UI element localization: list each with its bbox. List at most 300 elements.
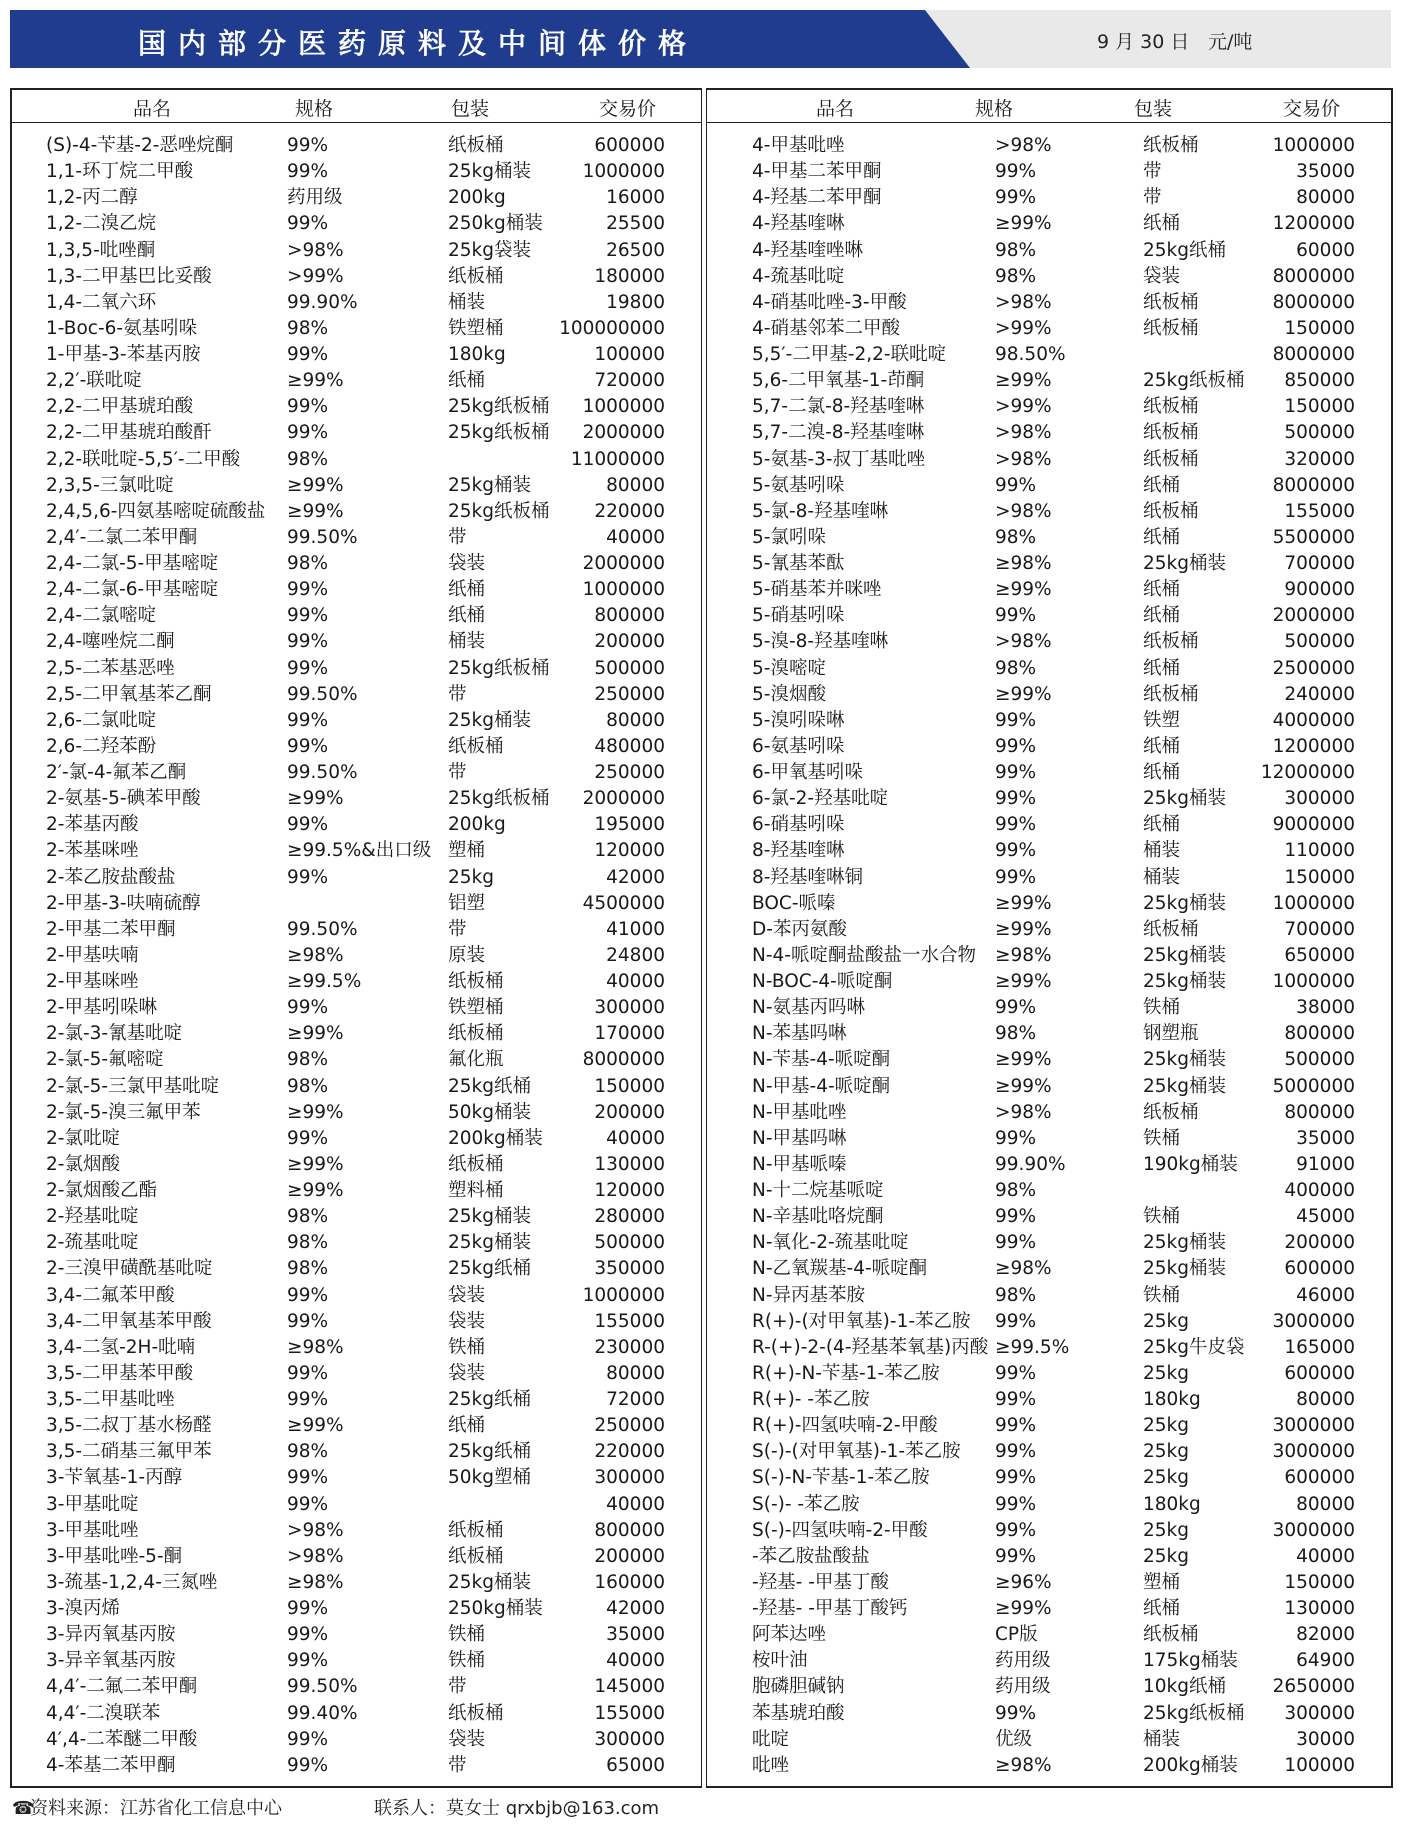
price-row: [752, 1518, 1362, 1544]
product-name: 4-羟基二苯甲酮: [752, 187, 882, 209]
product-spec: 99%: [995, 1415, 1037, 1437]
price-row: [10, 760, 700, 786]
product-package: 纸板桶: [1143, 918, 1199, 940]
product-package: 纸板桶: [1143, 448, 1199, 470]
product-spec: 优级: [995, 1728, 1033, 1750]
right-header-price: 交易价: [1283, 98, 1341, 120]
product-price: 40000: [606, 1493, 665, 1515]
product-name: 4,4′-二氟二苯甲酮: [46, 1676, 198, 1698]
price-row: [10, 812, 700, 838]
product-price: 9000000: [1272, 814, 1355, 836]
product-name: 8-羟基喹啉: [752, 840, 845, 862]
product-price: 30000: [1296, 1728, 1355, 1750]
product-name: 5-溴嘧啶: [752, 657, 826, 679]
product-package: 25kg牛皮袋: [1143, 1336, 1245, 1358]
header-rule-right: [707, 122, 1393, 123]
product-spec: 99%: [995, 1127, 1037, 1149]
product-spec: ≥96%: [995, 1571, 1052, 1593]
product-spec: 98%: [995, 1180, 1037, 1201]
product-price: 300000: [1284, 1702, 1355, 1724]
product-package: 纸板桶: [1143, 631, 1199, 653]
price-row: [752, 812, 1362, 838]
product-name: 3,5-二甲基苯甲酸: [46, 1362, 194, 1384]
product-package: 200kg: [448, 814, 506, 836]
product-spec: 99%: [995, 161, 1037, 183]
product-price: 82000: [1296, 1624, 1355, 1646]
product-name: 5-硝基吲哚: [752, 605, 845, 627]
product-spec: 99%: [287, 997, 329, 1019]
price-row: [10, 159, 700, 185]
product-price: 650000: [1284, 944, 1355, 966]
product-package: 带: [448, 683, 467, 705]
price-row: [10, 1021, 700, 1047]
price-row: [10, 1648, 700, 1674]
product-price: 250000: [594, 1415, 665, 1437]
price-row: [752, 447, 1362, 473]
right-price-list: [752, 133, 1362, 1779]
product-spec: ≥99%: [995, 370, 1052, 392]
product-name: S(-)- -苯乙胺: [752, 1493, 860, 1515]
price-row: [10, 603, 700, 629]
price-row: [10, 368, 700, 394]
product-spec: 99%: [287, 1389, 329, 1410]
product-spec: 99.50%: [287, 762, 358, 783]
product-package: 25kg纸桶: [448, 1441, 531, 1463]
product-price: 850000: [1284, 370, 1355, 392]
product-spec: 99%: [287, 213, 329, 235]
price-row: [752, 656, 1362, 682]
price-row: [10, 1544, 700, 1570]
product-price: 26500: [606, 239, 665, 261]
product-package: 纸桶: [1143, 735, 1181, 757]
product-price: 180000: [594, 265, 665, 287]
product-price: 38000: [1296, 997, 1355, 1019]
product-spec: >98%: [995, 291, 1052, 313]
product-package: 25kg: [1143, 1310, 1189, 1332]
price-row: [752, 1727, 1362, 1753]
header-banner: [10, 10, 1391, 68]
product-package: 180kg: [1143, 1389, 1201, 1410]
product-name: 2-甲基咪唑: [46, 971, 139, 992]
phone-icon: ☎: [12, 1798, 35, 1819]
product-package: 带: [1143, 187, 1162, 209]
product-spec: 99%: [287, 1598, 329, 1619]
product-package: 175kg桶装: [1143, 1650, 1238, 1672]
product-spec: 99%: [995, 1441, 1037, 1463]
product-spec: ≥98%: [995, 1754, 1052, 1776]
product-spec: CP版: [995, 1624, 1038, 1646]
product-price: 500000: [594, 1232, 665, 1254]
price-row: [10, 656, 700, 682]
product-package: 25kg纸桶: [1143, 239, 1226, 261]
product-name: 6-甲氧基吲哚: [752, 762, 863, 783]
product-spec: 99%: [287, 579, 329, 601]
product-package: 50kg塑桶: [448, 1467, 531, 1489]
product-name: 4-羟基喹唑啉: [752, 239, 863, 261]
product-spec: ≥99%: [995, 1049, 1052, 1071]
price-row: [10, 1727, 700, 1753]
product-name: 3-异辛氧基丙胺: [46, 1650, 176, 1672]
product-price: 230000: [594, 1336, 665, 1358]
product-name: 4-硝基邻苯二甲酸: [752, 317, 900, 339]
product-price: 16000: [606, 187, 665, 209]
price-row: [10, 891, 700, 917]
product-name: 吡啶: [752, 1728, 790, 1750]
price-row: [10, 577, 700, 603]
price-row: [752, 891, 1362, 917]
product-name: 3,5-二叔丁基水杨醛: [46, 1415, 212, 1437]
product-package: 纸板桶: [1143, 135, 1199, 156]
contact-text: 联系人：莫女士 qrxbjb@163.com: [374, 1798, 660, 1819]
product-price: 80000: [1296, 187, 1355, 209]
product-price: 150000: [1284, 396, 1355, 418]
product-spec: 99.90%: [287, 291, 358, 313]
product-package: 25kg纸板桶: [1143, 1702, 1245, 1724]
product-price: 720000: [594, 370, 665, 392]
price-row: [752, 159, 1362, 185]
product-spec: >98%: [995, 500, 1052, 522]
product-name: 2-三溴甲磺酰基吡啶: [46, 1258, 213, 1280]
product-package: 25kg: [1143, 1415, 1189, 1437]
price-row: [10, 865, 700, 891]
price-row: [752, 1021, 1362, 1047]
product-name: 1,1-环丁烷二甲酸: [46, 161, 194, 183]
price-row: [10, 551, 700, 577]
product-name: 2-甲基-3-呋喃硫醇: [46, 892, 201, 914]
product-price: 500000: [1284, 631, 1355, 653]
product-spec: 99%: [995, 997, 1037, 1019]
price-row: [752, 1309, 1362, 1335]
product-spec: 98%: [287, 448, 329, 470]
product-price: 1200000: [1272, 213, 1355, 235]
product-name: N-BOC-4-哌啶酮: [752, 971, 893, 992]
product-package: 25kg桶装: [448, 161, 531, 183]
product-price: 500000: [1284, 422, 1355, 444]
product-spec: 99%: [287, 396, 329, 418]
price-row: [10, 211, 700, 237]
product-price: 250000: [594, 683, 665, 705]
product-spec: 药用级: [995, 1676, 1051, 1698]
product-price: 72000: [606, 1389, 665, 1410]
product-name: S(-)-(对甲氧基)-1-苯乙胺: [752, 1441, 961, 1463]
product-package: 桶装: [1143, 1728, 1181, 1750]
product-name: 4-苯基二苯甲酮: [46, 1754, 176, 1776]
product-spec: 98%: [287, 1206, 329, 1228]
product-name: 3-溴丙烯: [46, 1598, 120, 1619]
product-package: 桶装: [448, 291, 486, 313]
product-package: 25kg: [1143, 1441, 1189, 1463]
price-row: [10, 1361, 700, 1387]
price-row: [752, 1439, 1362, 1465]
price-row: [10, 1518, 700, 1544]
product-package: 铁桶: [1143, 1206, 1181, 1228]
product-spec: 99%: [287, 657, 329, 679]
product-price: 12000000: [1260, 762, 1355, 783]
product-name: 2,3,5-三氯吡啶: [46, 474, 174, 496]
product-name: 6-硝基吲哚: [752, 814, 845, 836]
product-package: 25kg纸板桶: [448, 500, 550, 522]
product-price: 45000: [1296, 1206, 1355, 1228]
price-row: [752, 368, 1362, 394]
product-price: 350000: [594, 1258, 665, 1280]
product-spec: ≥99%: [995, 683, 1052, 705]
product-package: 铝塑: [448, 892, 486, 914]
product-spec: 98.50%: [995, 344, 1066, 365]
product-spec: ≥98%: [995, 1258, 1052, 1280]
product-name: 5-溴-8-羟基喹啉: [752, 631, 889, 653]
product-package: 25kg桶装: [448, 1206, 531, 1228]
product-name: N-异丙基苯胺: [752, 1284, 866, 1306]
price-row: [10, 1283, 700, 1309]
price-row: [10, 264, 700, 290]
price-row: [752, 1256, 1362, 1282]
product-name: 8-羟基喹啉铜: [752, 866, 863, 888]
product-spec: ≥99.5%: [995, 1336, 1070, 1358]
product-price: 200000: [1284, 1232, 1355, 1254]
product-package: 纸桶: [1143, 605, 1181, 627]
page-title: 国内部分医药原料及中间体价格: [138, 27, 699, 60]
product-price: 100000: [1284, 1754, 1355, 1776]
price-row: [752, 525, 1362, 551]
product-price: 5000000: [1272, 1075, 1355, 1097]
product-price: 2000000: [582, 422, 665, 444]
product-spec: ≥98%: [287, 1336, 344, 1358]
price-row: [752, 342, 1362, 368]
product-spec: ≥99%: [287, 370, 344, 392]
product-price: 300000: [1284, 788, 1355, 810]
product-price: 42000: [606, 1598, 665, 1619]
product-name: 2,5-二苯基恶唑: [46, 657, 175, 679]
product-price: 400000: [1284, 1180, 1355, 1201]
source-line: [12, 1794, 282, 1820]
product-spec: 99%: [287, 1728, 329, 1750]
product-package: 袋装: [448, 1728, 486, 1750]
product-spec: ≥98%: [995, 553, 1052, 574]
product-name: 2-甲基吲哚啉: [46, 997, 157, 1019]
right-header-spec: 规格: [975, 98, 1014, 120]
price-row: [10, 525, 700, 551]
product-price: 8000000: [1272, 265, 1355, 287]
product-spec: ≥99%: [287, 1023, 344, 1045]
product-name: 3,5-二甲基吡唑: [46, 1389, 175, 1410]
product-price: 35000: [1296, 161, 1355, 183]
product-package: 25kg桶装: [1143, 1075, 1226, 1097]
product-package: 纸桶: [448, 579, 486, 601]
product-price: 800000: [594, 1519, 665, 1541]
product-price: 60000: [1296, 239, 1355, 261]
product-spec: 99.40%: [287, 1702, 358, 1724]
product-name: 6-氨基吲哚: [752, 735, 845, 757]
price-row: [10, 1256, 700, 1282]
price-row: [752, 943, 1362, 969]
product-package: 纸桶: [1143, 213, 1181, 235]
product-price: 160000: [594, 1571, 665, 1593]
product-package: 纸板桶: [448, 135, 504, 156]
price-row: [752, 917, 1362, 943]
product-spec: >98%: [287, 239, 344, 261]
price-row: [10, 1335, 700, 1361]
product-name: 2,2-二甲基琥珀酸: [46, 396, 194, 418]
price-row: [10, 1753, 700, 1779]
product-package: 25kg桶装: [1143, 788, 1226, 810]
product-name: 4-甲基二苯甲酮: [752, 161, 882, 183]
price-row: [752, 290, 1362, 316]
product-name: 3,4-二甲氧基苯甲酸: [46, 1310, 212, 1332]
product-package: 纸板桶: [1143, 396, 1199, 418]
product-name: 吡唑: [752, 1754, 790, 1776]
product-spec: 99%: [995, 187, 1037, 209]
product-package: 纸桶: [1143, 814, 1181, 836]
product-price: 150000: [1284, 317, 1355, 339]
product-name: 3-苄氧基-1-丙醇: [46, 1467, 183, 1489]
price-row: [752, 995, 1362, 1021]
product-package: 铁桶: [1143, 997, 1181, 1019]
product-price: 64900: [1296, 1650, 1355, 1672]
product-package: 25kg: [1143, 1545, 1189, 1567]
product-price: 800000: [1284, 1101, 1355, 1123]
product-spec: 98%: [287, 1049, 329, 1071]
price-row: [752, 838, 1362, 864]
product-price: 3000000: [1272, 1310, 1355, 1332]
product-spec: ≥99%: [287, 1101, 344, 1123]
price-row: [752, 577, 1362, 603]
price-row: [752, 1596, 1362, 1622]
price-row: [10, 1074, 700, 1100]
product-package: 180kg: [448, 344, 506, 365]
product-spec: 98%: [995, 1023, 1037, 1045]
product-price: 700000: [1284, 553, 1355, 574]
product-name: N-乙氧羰基-4-哌啶酮: [752, 1258, 928, 1280]
product-price: 91000: [1296, 1153, 1355, 1175]
product-name: 2-氯吡啶: [46, 1127, 120, 1149]
product-name: R(+)- -苯乙胺: [752, 1389, 870, 1410]
product-spec: 99.50%: [287, 526, 358, 548]
product-package: 塑桶: [448, 840, 486, 862]
price-row: [10, 969, 700, 995]
price-row: [10, 1230, 700, 1256]
price-row: [752, 1387, 1362, 1413]
right-header-name: 品名: [816, 98, 855, 120]
product-price: 80000: [606, 474, 665, 496]
product-package: 塑料桶: [448, 1180, 504, 1201]
product-price: 4500000: [582, 892, 665, 914]
product-price: 130000: [1284, 1598, 1355, 1619]
price-row: [752, 1544, 1362, 1570]
product-name: 5-溴吲哚啉: [752, 709, 845, 731]
price-row: [10, 447, 700, 473]
product-name: 2,4-噻唑烷二酮: [46, 631, 175, 653]
product-spec: 99%: [995, 814, 1037, 836]
price-row: [10, 1596, 700, 1622]
price-row: [10, 917, 700, 943]
product-name: 2,2-二甲基琥珀酸酐: [46, 422, 212, 444]
product-package: 铁桶: [1143, 1127, 1181, 1149]
product-package: 25kg桶装: [448, 709, 531, 731]
product-package: 铁桶: [448, 1650, 486, 1672]
price-row: [752, 1152, 1362, 1178]
product-package: 25kg桶装: [1143, 1258, 1226, 1280]
product-package: 250kg桶装: [448, 1598, 543, 1619]
price-row: [752, 969, 1362, 995]
product-name: 5-氯-8-羟基喹啉: [752, 500, 889, 522]
product-price: 11000000: [570, 448, 665, 470]
product-price: 220000: [594, 500, 665, 522]
price-row: [752, 682, 1362, 708]
product-price: 200000: [594, 1545, 665, 1567]
price-row: [10, 473, 700, 499]
product-package: 纸板桶: [448, 1702, 504, 1724]
product-name: 2,4-二氯-6-甲基嘧啶: [46, 579, 219, 601]
product-name: N-苯基吗啉: [752, 1023, 847, 1045]
product-name: 3-甲基吡唑: [46, 1519, 139, 1541]
product-price: 500000: [594, 657, 665, 679]
price-row: [752, 708, 1362, 734]
product-name: 5,7-二溴-8-羟基喹啉: [752, 422, 925, 444]
price-row: [10, 1309, 700, 1335]
price-row: [10, 1126, 700, 1152]
product-price: 120000: [594, 1180, 665, 1201]
product-spec: 99%: [995, 1519, 1037, 1541]
product-package: 180kg: [1143, 1493, 1201, 1515]
product-price: 300000: [594, 1467, 665, 1489]
product-price: 155000: [594, 1310, 665, 1332]
left-header-spec: 规格: [295, 98, 334, 120]
product-name: 5-氨基-3-叔丁基吡唑: [752, 448, 926, 470]
product-name: 1,3,5-吡唑酮: [46, 239, 156, 261]
product-name: 5,5′-二甲基-2,2-联吡啶: [752, 344, 947, 365]
product-package: 200kg桶装: [1143, 1754, 1238, 1776]
product-price: 2500000: [1272, 657, 1355, 679]
product-price: 500000: [1284, 1049, 1355, 1071]
price-row: [10, 420, 700, 446]
product-spec: 99%: [287, 1754, 329, 1776]
product-package: 塑桶: [1143, 1571, 1181, 1593]
product-spec: >98%: [995, 422, 1052, 444]
product-package: 纸板桶: [1143, 500, 1199, 522]
product-price: 2000000: [582, 788, 665, 810]
product-name: -羟基- -甲基丁酸: [752, 1571, 889, 1593]
product-spec: 99%: [287, 735, 329, 757]
product-price: 1000000: [1272, 135, 1355, 156]
product-name: (S)-4-苄基-2-恶唑烷酮: [46, 135, 234, 156]
product-spec: 99%: [287, 605, 329, 627]
product-spec: 99%: [995, 1362, 1037, 1384]
product-name: 1,3-二甲基巴比妥酸: [46, 265, 212, 287]
product-price: 1000000: [582, 161, 665, 183]
product-package: 250kg桶装: [448, 213, 543, 235]
price-row: [10, 1701, 700, 1727]
product-spec: 99.50%: [287, 918, 358, 940]
product-price: 80000: [606, 1362, 665, 1384]
product-package: 袋装: [448, 1284, 486, 1306]
price-row: [10, 499, 700, 525]
price-row: [752, 1413, 1362, 1439]
product-name: 5,6-二甲氧基-1-茚酮: [752, 370, 925, 392]
product-spec: ≥98%: [995, 944, 1052, 966]
product-package: 袋装: [448, 1310, 486, 1332]
product-spec: ≥99%: [995, 892, 1052, 914]
product-spec: 99%: [287, 344, 329, 365]
product-price: 8000000: [1272, 474, 1355, 496]
product-package: 190kg桶装: [1143, 1153, 1238, 1175]
product-name: 2-苯基丙酸: [46, 814, 139, 836]
product-spec: 99%: [995, 605, 1037, 627]
product-package: 25kg桶装: [1143, 971, 1226, 992]
product-name: 6-氯-2-羟基吡啶: [752, 788, 889, 810]
price-row: [752, 1178, 1362, 1204]
product-spec: 药用级: [287, 187, 343, 209]
product-spec: 99%: [287, 1362, 329, 1384]
